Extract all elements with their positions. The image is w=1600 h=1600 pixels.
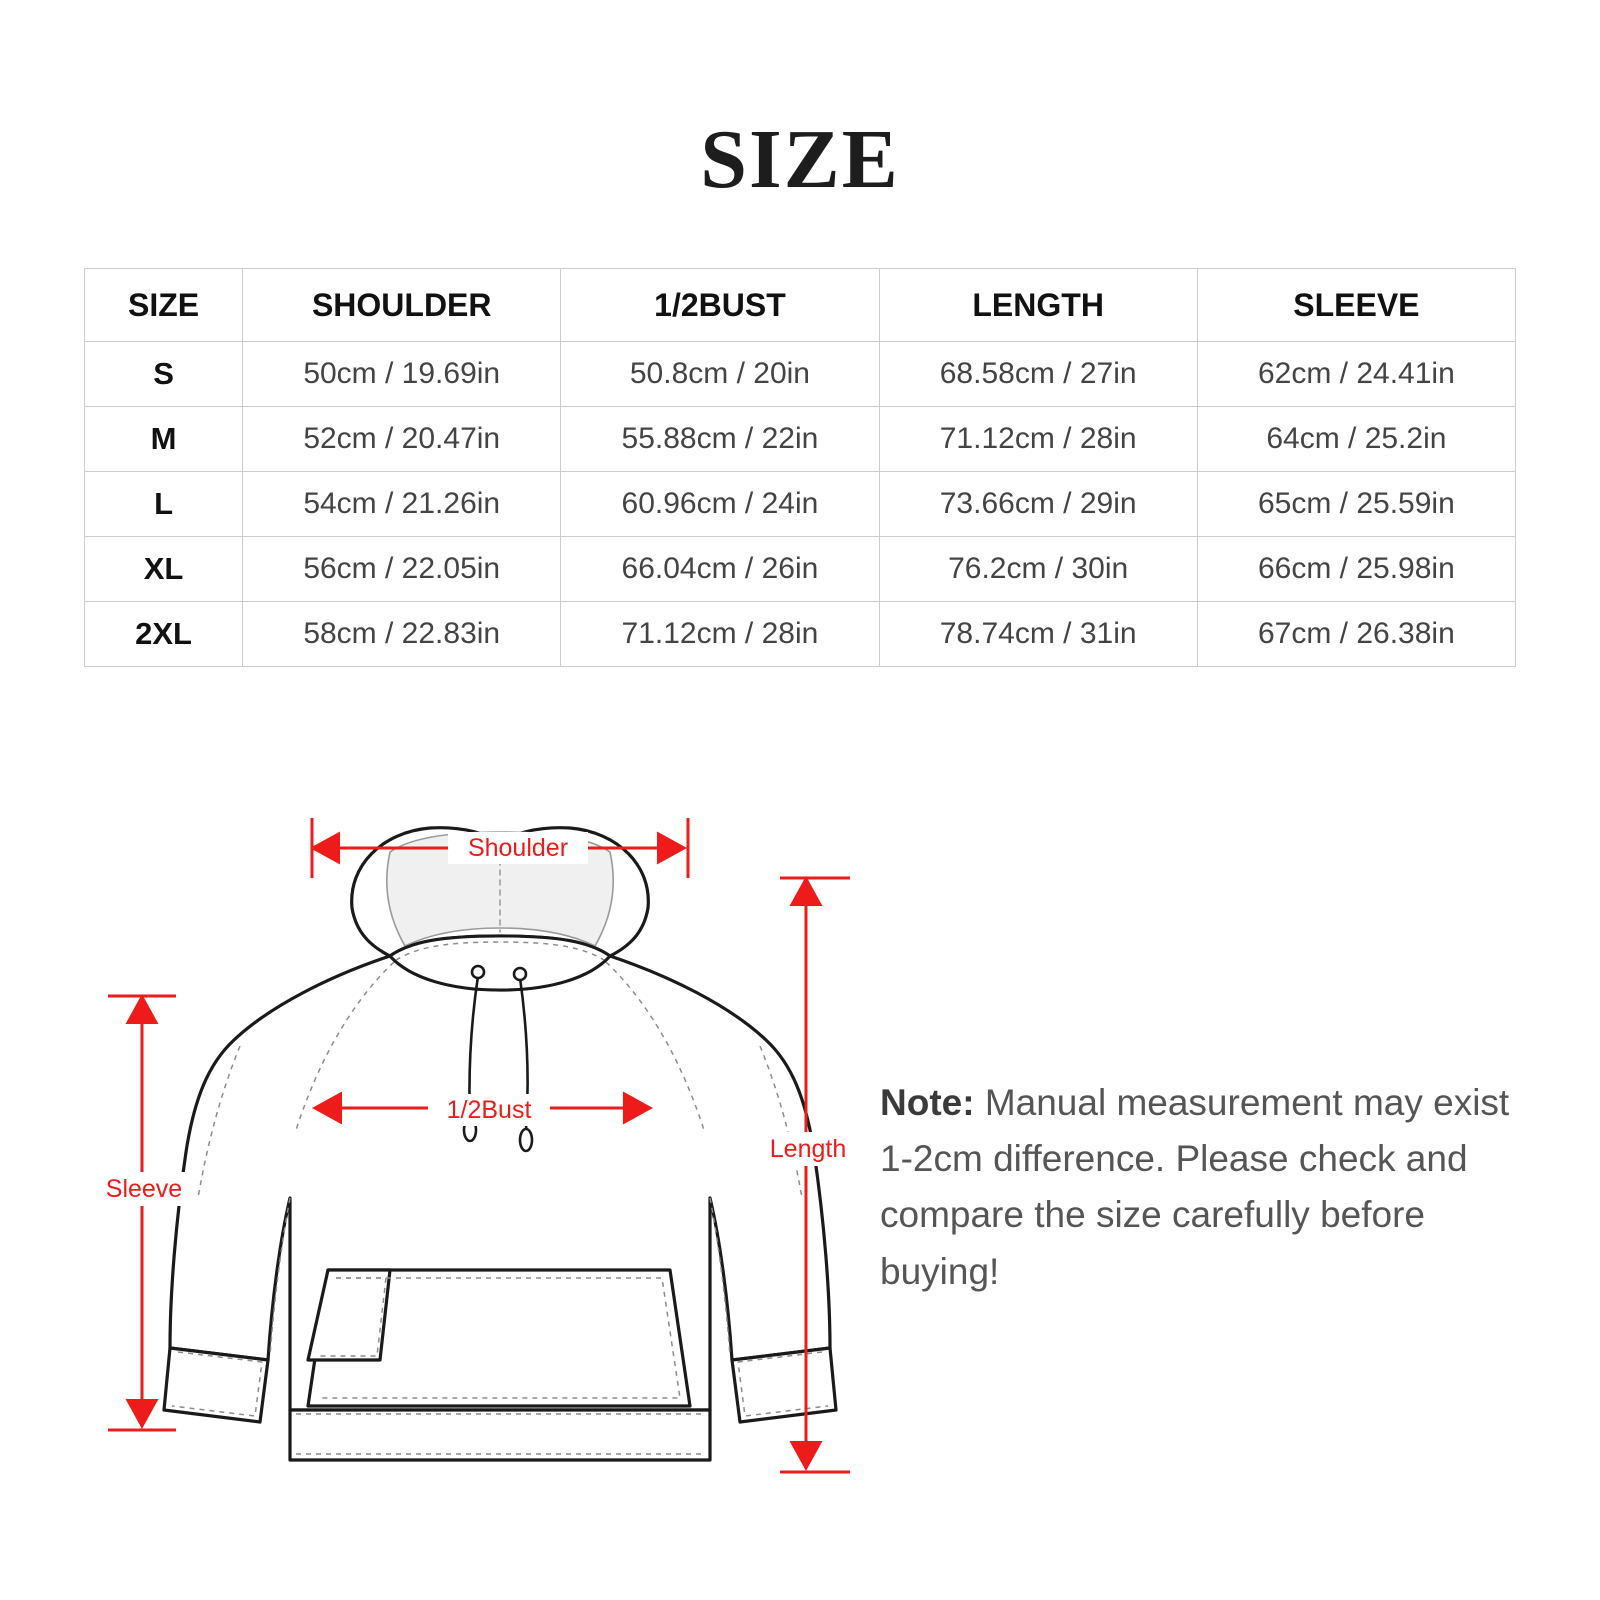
column-header-bust: 1/2BUST	[561, 269, 879, 342]
cell-bust: 71.12cm / 28in	[561, 602, 879, 667]
size-chart-table	[84, 268, 1516, 667]
table-row	[85, 602, 1516, 667]
cell-length: 76.2cm / 30in	[879, 537, 1197, 602]
column-header-shoulder: SHOULDER	[243, 269, 561, 342]
cell-bust: 66.04cm / 26in	[561, 537, 879, 602]
cell-sleeve: 66cm / 25.98in	[1197, 537, 1515, 602]
cell-length: 68.58cm / 27in	[879, 342, 1197, 407]
column-header-size: SIZE	[85, 269, 243, 342]
label-sleeve: Sleeve	[105, 1175, 183, 1203]
label-length: Length	[769, 1135, 847, 1163]
table-row	[85, 342, 1516, 407]
cell-sleeve: 67cm / 26.38in	[1197, 602, 1515, 667]
table-row	[85, 537, 1516, 602]
column-header-sleeve: SLEEVE	[1197, 269, 1515, 342]
label-half-bust: 1/2Bust	[446, 1096, 532, 1124]
cell-bust: 55.88cm / 22in	[561, 407, 879, 472]
cell-shoulder: 52cm / 20.47in	[243, 407, 561, 472]
note-text: Manual measurement may exist 1-2cm difference. Please check and compare the size carefully before buying!	[880, 1082, 1510, 1292]
cell-size: 2XL	[85, 602, 243, 667]
cell-length: 71.12cm / 28in	[879, 407, 1197, 472]
label-shoulder: Shoulder	[467, 834, 569, 862]
page-title: SIZE	[700, 113, 900, 206]
cell-size: XL	[85, 537, 243, 602]
cell-sleeve: 62cm / 24.41in	[1197, 342, 1515, 407]
table-row	[85, 472, 1516, 537]
cell-sleeve: 65cm / 25.59in	[1197, 472, 1515, 537]
cell-size: M	[85, 407, 243, 472]
cell-length: 73.66cm / 29in	[879, 472, 1197, 537]
cell-bust: 50.8cm / 20in	[561, 342, 879, 407]
cell-size: L	[85, 472, 243, 537]
cell-shoulder: 50cm / 19.69in	[243, 342, 561, 407]
cell-size: S	[85, 342, 243, 407]
cell-shoulder: 56cm / 22.05in	[243, 537, 561, 602]
column-header-length: LENGTH	[879, 269, 1197, 342]
table-header-row	[85, 269, 1516, 342]
garment-diagram	[90, 800, 850, 1500]
cell-shoulder: 54cm / 21.26in	[243, 472, 561, 537]
note-label: Note:	[880, 1082, 975, 1123]
cell-sleeve: 64cm / 25.2in	[1197, 407, 1515, 472]
cell-shoulder: 58cm / 22.83in	[243, 602, 561, 667]
cell-bust: 60.96cm / 24in	[561, 472, 879, 537]
measurement-note	[880, 1075, 1520, 1300]
cell-length: 78.74cm / 31in	[879, 602, 1197, 667]
table-row	[85, 407, 1516, 472]
